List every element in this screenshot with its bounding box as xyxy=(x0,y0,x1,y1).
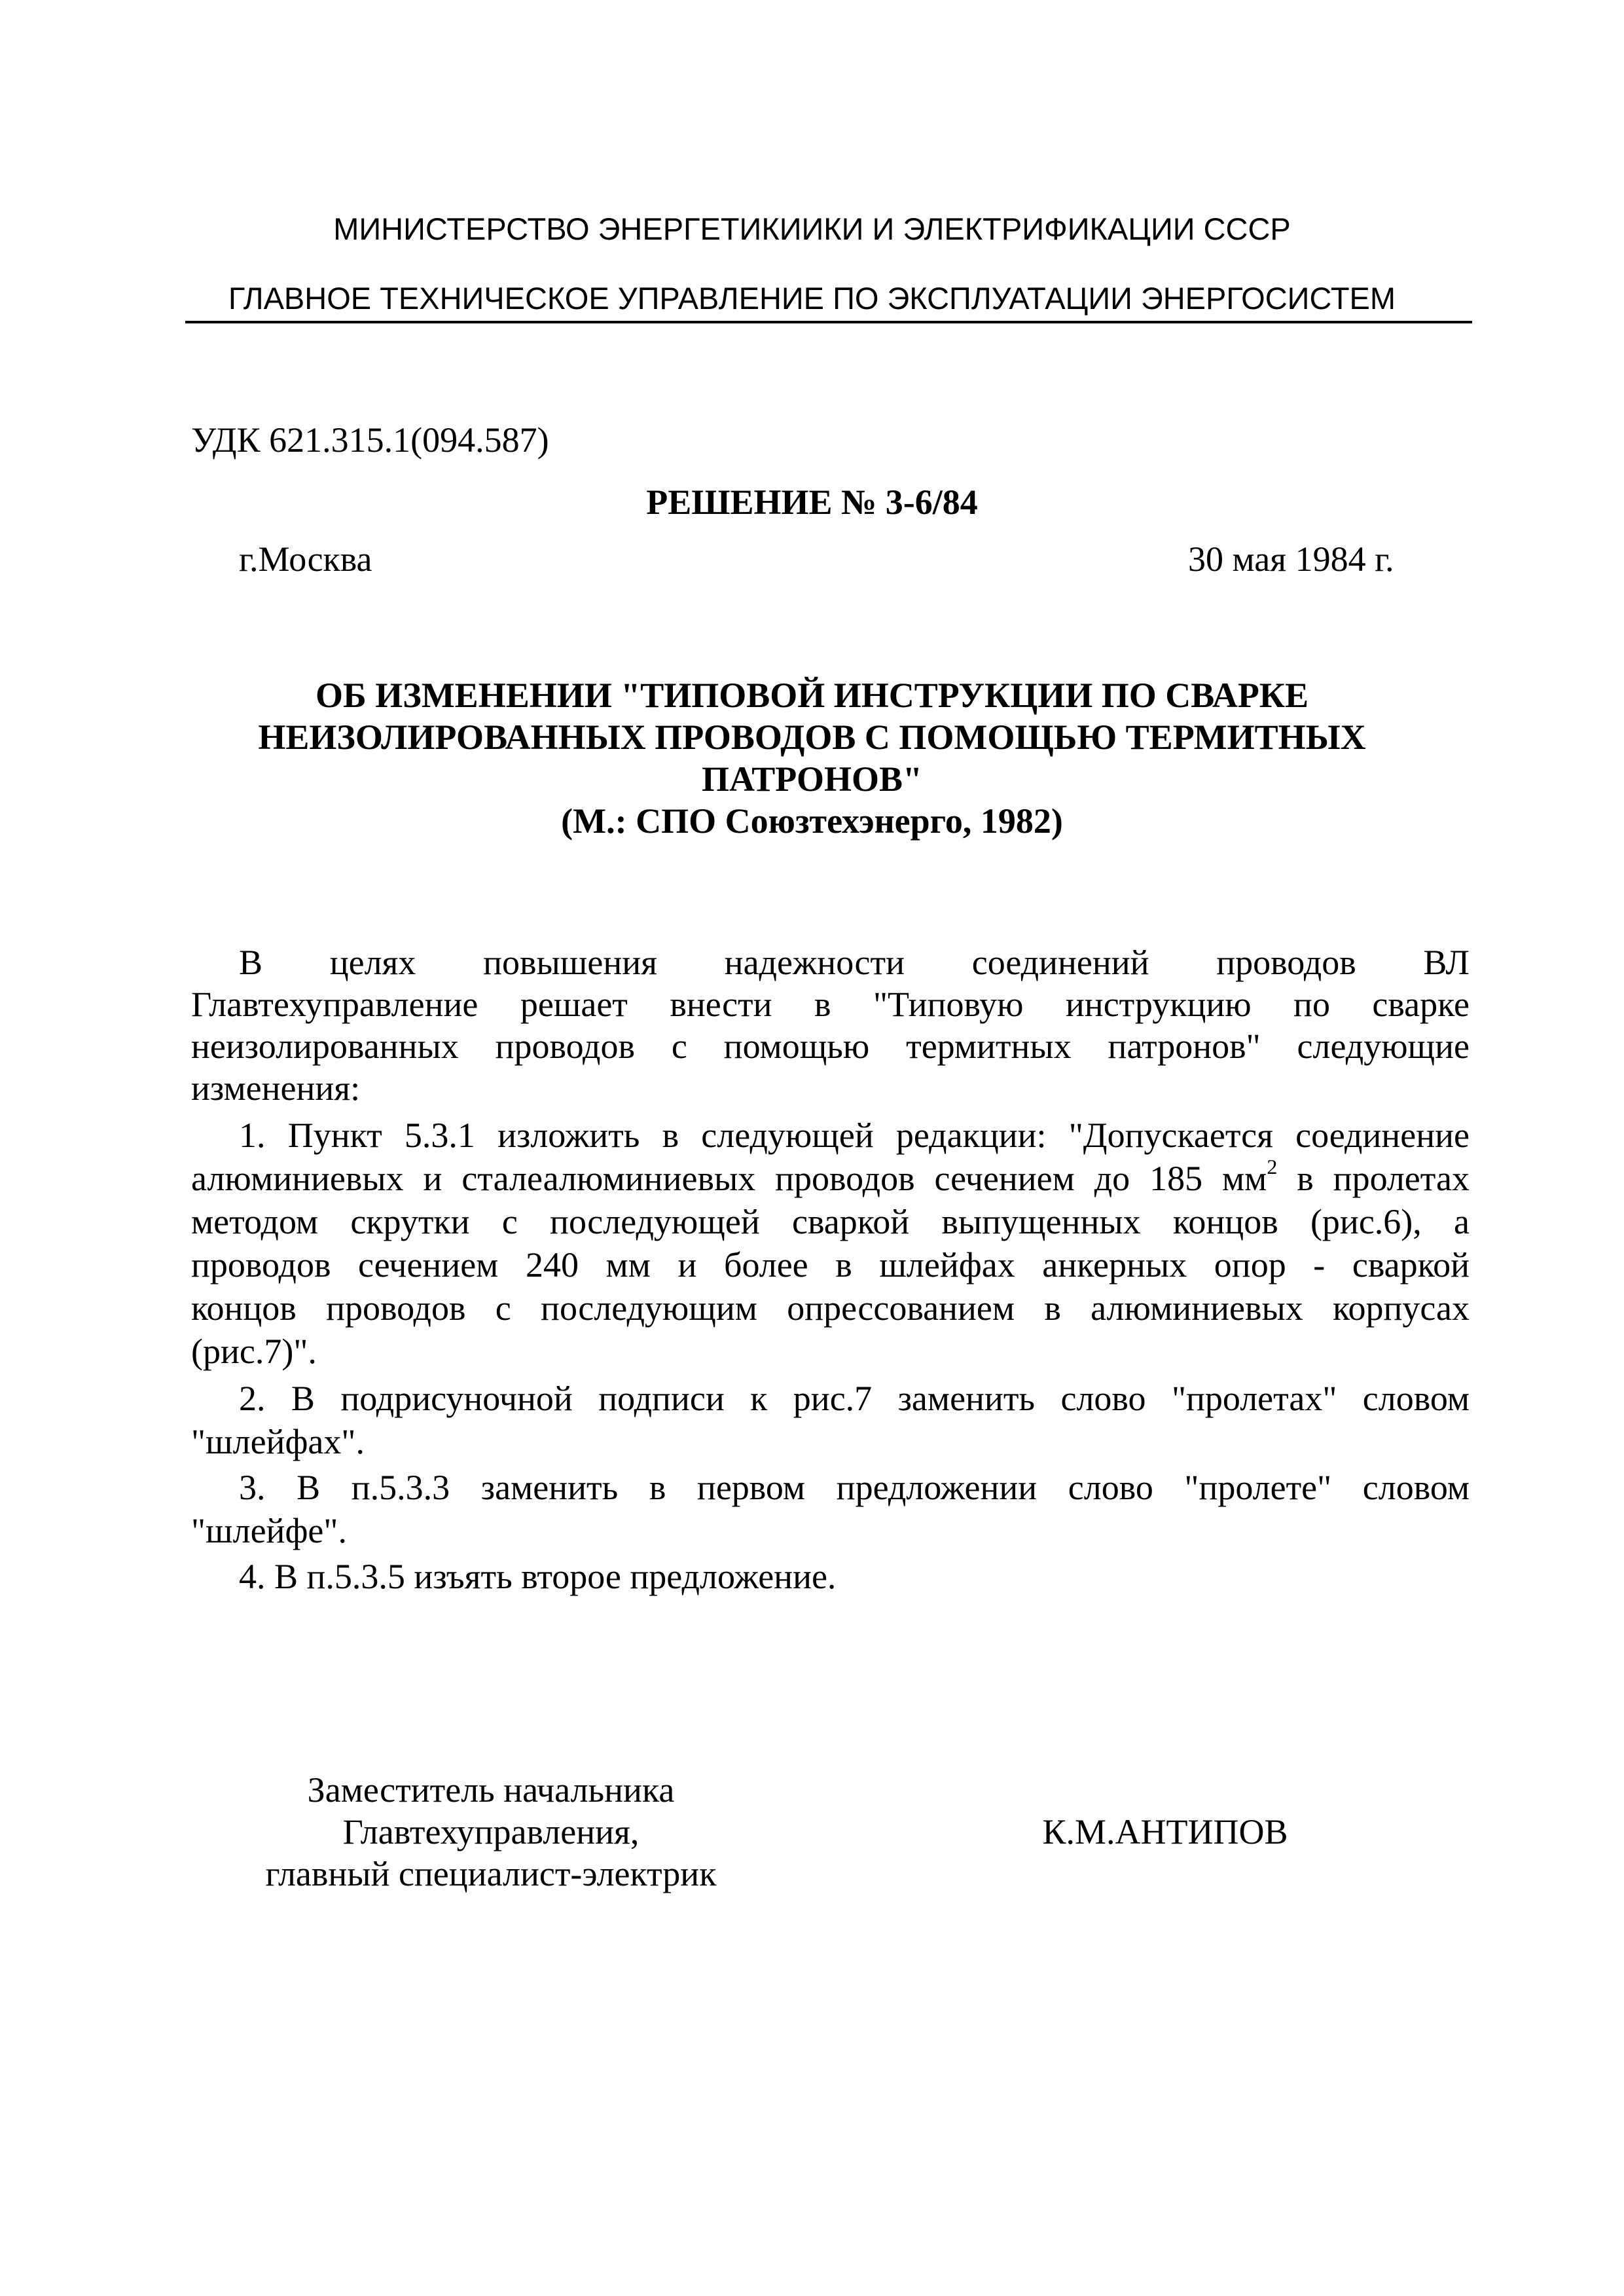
intro-line-2: Главтехуправление решает внести в "Типовую инструкцию по сварке xyxy=(191,985,1470,1024)
item-2-line-2: "шлейфах". xyxy=(191,1422,365,1461)
department-heading: ГЛАВНОЕ ТЕХНИЧЕСКОЕ УПРАВЛЕНИЕ ПО ЭКСПЛУАТАЦИИ ЭНЕРГОСИСТЕМ xyxy=(228,281,1396,316)
item-1-line-5: концов проводов с последующим опрессованием в алюминиевых корпусах xyxy=(191,1288,1470,1328)
intro-line-4: изменения: xyxy=(191,1068,361,1108)
item-3-line-2: "шлейфе". xyxy=(191,1511,347,1550)
item-1-line-1: 1. Пункт 5.3.1 изложить в следующей редакции: "Допускается соединение xyxy=(239,1116,1470,1155)
item-2-line-1: 2. В подрисуночной подписи к рис.7 заменить слово "пролетах" словом xyxy=(239,1379,1470,1418)
signatory-position-line-3: главный специалист-электрик xyxy=(265,1854,717,1893)
item-1-line-2-tail: в пролетах xyxy=(1277,1159,1470,1198)
superscript-2: 2 xyxy=(1267,1155,1278,1178)
item-1-line-6: (рис.7)". xyxy=(191,1332,317,1371)
document-title-source: (М.: СПО Союзтехэнерго, 1982) xyxy=(561,801,1063,841)
document-title-line-1: ОБ ИЗМЕНЕНИИ "ТИПОВОЙ ИНСТРУКЦИИ ПО СВАРКЕ xyxy=(316,676,1308,715)
place: г.Москва xyxy=(239,539,372,579)
item-1-line-3: методом скрутки с последующей сваркой выпущенных концов (рис.6), а xyxy=(191,1202,1470,1241)
item-3-line-1: 3. В п.5.3.3 заменить в первом предложении слово "пролете" словом xyxy=(239,1468,1470,1507)
decision-title: РЕШЕНИЕ № 3-6/84 xyxy=(646,483,978,522)
signatory-position-line-1: Заместитель начальника xyxy=(307,1770,675,1810)
item-1-line-2 xyxy=(191,1157,1470,1199)
ministry-heading: МИНИСТЕРСТВО ЭНЕРГЕТИКИИКИ И ЭЛЕКТРИФИКАЦИИ СССР xyxy=(333,211,1291,246)
signatory-name: К.М.АНТИПОВ xyxy=(1042,1812,1288,1851)
intro-line-1: В целях повышения надежности соединений проводов ВЛ xyxy=(239,943,1470,982)
date: 30 мая 1984 г. xyxy=(1188,539,1394,579)
udk-code: УДК 621.315.1(094.587) xyxy=(191,420,549,460)
signatory-position-line-2: Главтехуправления, xyxy=(342,1812,640,1851)
item-1-line-2-text: алюминиевых и сталеалюминиевых проводов сечением до 185 мм xyxy=(191,1159,1267,1198)
header-underline xyxy=(185,321,1472,323)
item-1-line-4: проводов сечением 240 мм и более в шлейфах анкерных опор - сваркой xyxy=(191,1245,1470,1285)
intro-line-3: неизолированных проводов с помощью термитных патронов" следующие xyxy=(191,1027,1470,1066)
document-title-line-2: НЕИЗОЛИРОВАННЫХ ПРОВОДОВ С ПОМОЩЬЮ ТЕРМИТНЫХ xyxy=(258,718,1366,757)
document-title-line-3: ПАТРОНОВ" xyxy=(702,759,922,799)
item-4-line: 4. В п.5.3.5 изъять второе предложение. xyxy=(239,1557,837,1596)
